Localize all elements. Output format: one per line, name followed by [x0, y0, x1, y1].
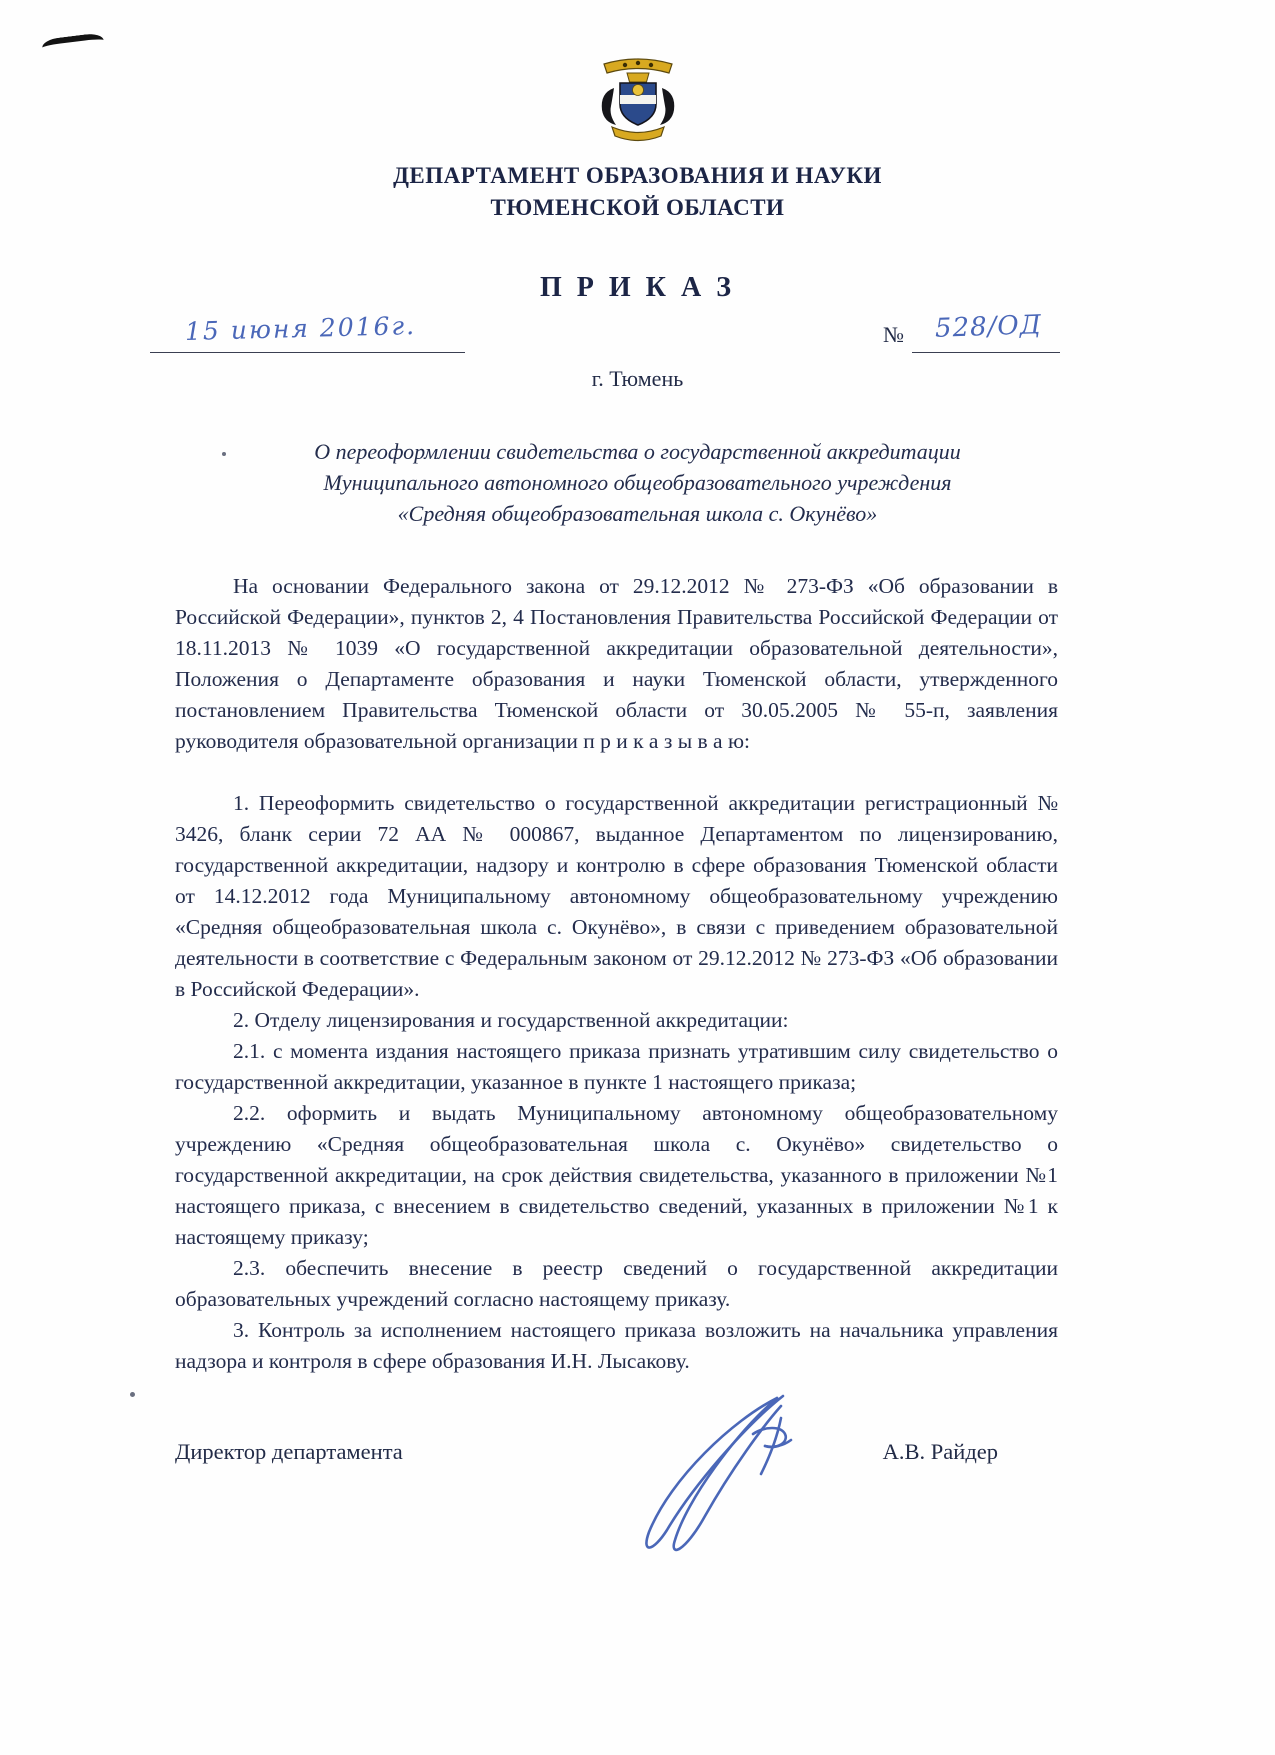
number-underline [912, 352, 1060, 353]
organization-line1: ДЕПАРТАМЕНТ ОБРАЗОВАНИЯ И НАУКИ [393, 163, 882, 188]
paragraph-item-2-3: 2.3. обеспечить внесение в реестр сведений о государственной аккредитации образовательных учреждений согласно настоящему приказу. [175, 1256, 1058, 1311]
document-type-title: П Р И К А З [540, 272, 735, 303]
number-label: № [883, 322, 904, 347]
order-subject [0, 436, 1275, 529]
paragraph-preamble: На основании Федерального закона от 29.12.2012 № 273-ФЗ «Об образовании в Российской Федерации», пунктов 2, 4 Постановления Правительства Российской Федерации от 18.11.2013 № 1039 «О государственной аккредитации образовательной деятельности», Положения о Департаменте образования и науки Тюменской области, утвержденного постановлением Правительства Тюменской области от 30.05.2005 № 55-п, заявления руководителя образовательной организации п р и к а з ы в а ю: [175, 574, 1058, 753]
paragraph-item-3: 3. Контроль за исполнением настоящего приказа возложить на начальника управления надзора и контроля в сфере образования И.Н. Лысакову. [175, 1318, 1058, 1373]
paragraph-item-2-1: 2.1. с момента издания настоящего приказа признать утратившим силу свидетельство о государственной аккредитации, указанное в пункте 1 настоящего приказа; [175, 1039, 1058, 1094]
paragraph-item-2: 2. Отделу лицензирования и государственной аккредитации: [233, 1008, 789, 1032]
signature-name: А.В. Райдер [882, 1439, 998, 1464]
handwritten-date: 15 июня 2016г. [184, 310, 417, 347]
coat-of-arms [0, 0, 1275, 144]
handwritten-signature [615, 1382, 825, 1567]
date-number-row [0, 312, 1275, 364]
subject-line2: Муниципального автономного общеобразовательного учреждения [323, 470, 952, 495]
subject-line1: О переоформлении свидетельства о государственной аккредитации [314, 439, 961, 464]
scan-artifact-dot [130, 1392, 135, 1397]
paragraph-item-2-2: 2.2. оформить и выдать Муниципальному автономному общеобразовательному учреждению «Средняя общеобразовательная школа с. Окунёво» свидетельство о государственной аккредитации, на срок действия свидетельства, указанного в приложении №1 настоящего приказа, с внесением в свидетельство сведений, указанных в приложении №1 к настоящему приказу; [175, 1101, 1058, 1249]
handwritten-number: 528/ОД [934, 310, 1043, 344]
subject-line3: «Средняя общеобразовательная школа с. Окунёво» [397, 501, 878, 526]
paragraph-item-1: 1. Переоформить свидетельство о государственной аккредитации регистрационный № 3426, бланк серии 72 АА № 000867, выданное Департаментом по лицензированию, государственной аккредитации, надзору и контролю в сфере образования Тюменской области от 14.12.2012 года Муниципальному автономному общеобразовательному учреждению «Средняя общеобразовательная школа с. Окунёво», в связи с приведением образовательной деятельности в соответствие с Федеральным законом от 29.12.2012 № 273-ФЗ «Об образовании в Российской Федерации». [175, 791, 1058, 1001]
date-underline [150, 352, 465, 353]
scan-artifact-dot-2 [222, 452, 226, 456]
organization-name [0, 160, 1275, 224]
organization-line2: ТЮМЕНСКОЙ ОБЛАСТИ [490, 195, 785, 220]
city-line: г. Тюмень [591, 366, 684, 391]
signature-title: Директор департамента [175, 1439, 403, 1464]
order-body [0, 571, 1275, 1377]
tyumen-emblem-icon [580, 52, 696, 144]
